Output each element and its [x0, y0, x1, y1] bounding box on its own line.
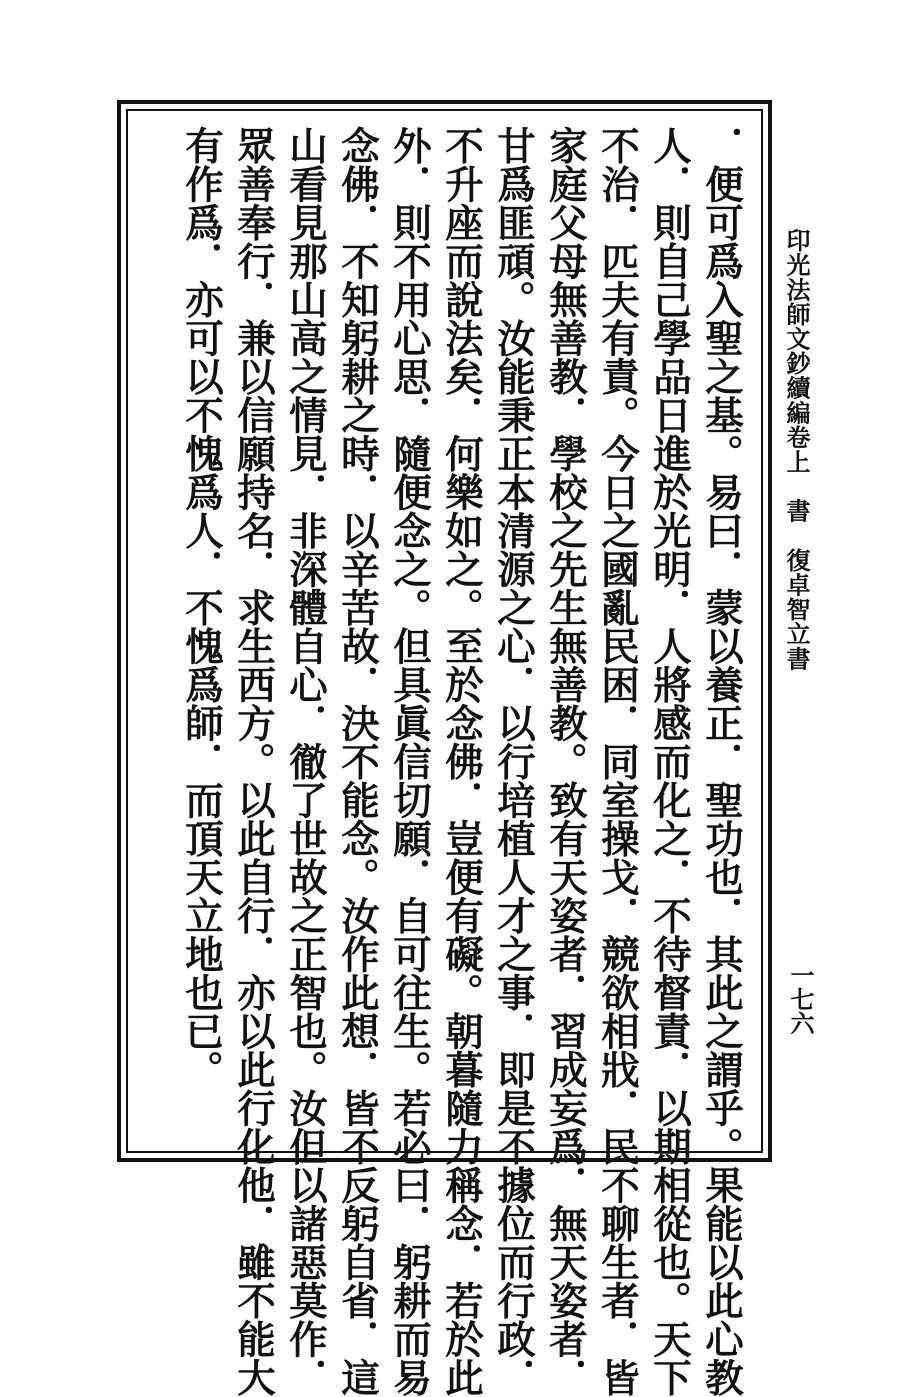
text-column-3: 不治．匹夫有責。今日之國亂民困．同室操戈．競欲相戕．民不聊生者．皆 — [595, 126, 640, 1397]
text-column-11: 有作爲．亦可以不愧爲人．不愧爲師．而頂天立地也已。 — [179, 126, 224, 1089]
text-column-10: 眾善奉行．兼以信願持名．求生西方。以此自行．亦以此行化他．雖不能大 — [231, 126, 276, 1397]
text-column-9: 山看見那山高之情見．非深體自心．徹了世故之正智也。汝但以諸惡莫作． — [283, 126, 328, 1397]
text-column-2: 人．則自己學品日進於光明．人將感而化之．不待督責．以期相從也。天下 — [647, 126, 692, 1397]
text-column-8: 念佛．不知躬耕之時．以辛苦故．決不能念。汝作此想．皆不反躬自省．這 — [335, 126, 380, 1397]
text-column-7: 外．則不用心思．隨便念之。但具眞信切願．自可往生。若必曰．躬耕而易 — [387, 126, 432, 1397]
running-header: 印光法師文鈔續編卷上 書 復卓智立書 — [782, 228, 811, 671]
text-column-5: 甘爲匪頑。汝能秉正本清源之心．以行培植人才之事．即是不據位而行政． — [491, 126, 536, 1397]
text-column-1: ．便可爲入聖之基。易曰．蒙以養正．聖功也．其此之謂乎。果能以此心教 — [699, 126, 744, 1397]
page-number: 一七六 — [786, 963, 815, 1035]
text-column-6: 不升座而說法矣．何樂如之。至於念佛．豈便有礙。朝暮隨力稱念．若於此 — [439, 126, 484, 1397]
text-column-4: 家庭父母無善教．學校之先生無善教。致有天姿者．習成妄爲．無天姿者． — [543, 126, 588, 1397]
